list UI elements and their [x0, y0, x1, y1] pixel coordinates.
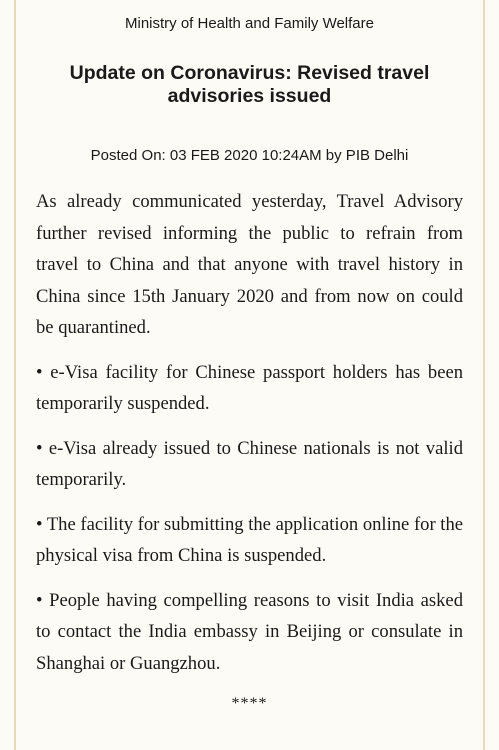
end-mark: **** [231, 695, 268, 712]
bullet-item-evisa-suspended: • e-Visa facility for Chinese passport holders has been temporarily suspended. [36, 361, 463, 414]
posted-date: Posted On: 03 FEB 2020 10:24AM by PIB Delhi [90, 147, 409, 164]
ministry-name: Ministry of Health and Family Welfare [125, 15, 374, 32]
left-border-rule [14, 0, 16, 750]
release-content [36, 0, 463, 713]
release-title: Update on Coronavirus: Revised travel advisories issued [69, 62, 430, 107]
bullet-item-physical-visa: • The facility for submitting the application online for the physical visa from China is suspended. [36, 513, 464, 566]
bullet-item-evisa-invalid: • e-Visa already issued to Chinese nationals is not valid temporarily. [36, 437, 463, 490]
intro-paragraph: As already communicated yesterday, Travel Advisory further revised informing the public to refrain from travel to China and that anyone with travel history in China since 15th January 2020 and from now on could be quarantined. [36, 191, 463, 338]
bullet-item-contact-embassy: • People having compelling reasons to visit India asked to contact the India embassy in Beijing or consulate in Shanghai or Guangzhou. [36, 589, 463, 674]
right-border-rule [483, 0, 485, 750]
